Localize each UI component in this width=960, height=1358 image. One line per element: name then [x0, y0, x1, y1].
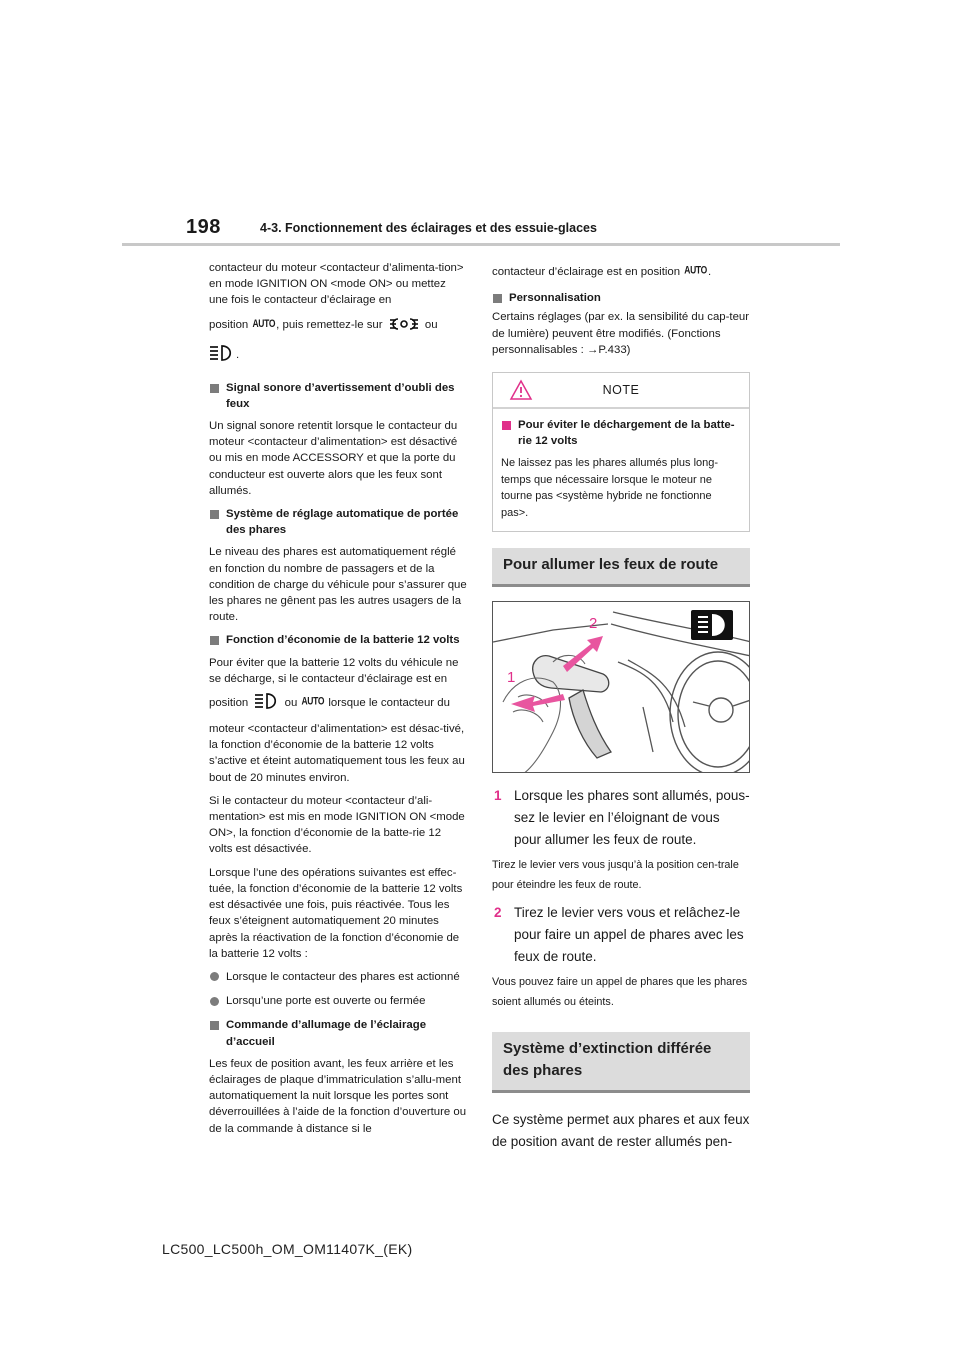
- step-2: [492, 902, 750, 968]
- right-column: [492, 262, 750, 1160]
- list-item: Lorsque le contacteur des phares est actionné: [209, 969, 467, 985]
- paragraph-welcome-lighting: Les feux de position avant, les feux arrière et les éclairages de plaque d’immatriculation s’allu-ment automatiquement la nuit lorsque les portes sont déverrouillées à l’aide de la fonction d’ouverture ou de la commande à distance si le: [209, 1057, 467, 1135]
- text-span: lorsque le contacteur du: [328, 697, 450, 710]
- paragraph-battery-saver-a: Pour éviter que la batterie 12 volts du véhicule ne se décharge, si le contacteur d’éclairage est en: [209, 656, 459, 685]
- step-text: Tirez le levier vers vous et relâchez-le pour faire un appel de phares avec les feux de route.: [514, 905, 744, 965]
- footer-document-code: LC500_LC500h_OM_OM11407K_(EK): [162, 1241, 413, 1257]
- text-span: contacteur d’éclairage est en position: [492, 266, 681, 278]
- auto-icon: AUTO: [301, 694, 325, 708]
- heading-auto-leveling: Système de réglage automatique de portée des phares: [209, 506, 467, 538]
- left-column: [209, 260, 467, 1144]
- heading-battery-saver: Fonction d’économie de la batterie 12 volts: [209, 632, 467, 648]
- auto-icon: AUTO: [684, 263, 707, 277]
- step-number: 2: [494, 905, 502, 921]
- left-paragraph-0a: contacteur du moteur <contacteur d’alimenta-tion> en mode IGNITION ON <mode ON> ou mettez une fois le contacteur d’éclairage en: [209, 262, 464, 307]
- left-paragraph-0c: [209, 342, 467, 371]
- paragraph-auto-leveling: Le niveau des phares est automatiquement réglé en fonction du nombre de passagers et de la condition de charge du véhicule pour s’assurer que les phares ne gênent pas les autres usagers de la route.: [209, 546, 467, 624]
- headlight-icon: [209, 345, 233, 371]
- list-item: Lorsqu’une porte est ouverte ou fermée: [209, 993, 467, 1009]
- heading-welcome-lighting: Commande d’allumage de l’éclairage d’accueil: [209, 1017, 467, 1049]
- text-span: position: [209, 697, 249, 710]
- text-span: position: [209, 318, 249, 331]
- text-span: , puis remettez-le sur: [276, 318, 383, 331]
- note-title: NOTE: [602, 382, 640, 397]
- note-text: Ne laissez pas les phares allumés plus long-temps que nécessaire lorsque le moteur ne tourne pas <système hybride ne fonctionne pas>.: [501, 457, 719, 519]
- text-span: ou: [284, 697, 298, 710]
- step-1-note: Tirez le levier vers vous jusqu’à la position cen-trale pour éteindre les feux de route.: [492, 859, 739, 892]
- step-number: 1: [494, 788, 502, 804]
- tail-light-icon: [389, 316, 419, 340]
- section-heading-high-beam: Pour allumer les feux de route: [492, 548, 750, 587]
- header-rule: [122, 243, 840, 246]
- right-paragraph-0: [492, 262, 750, 280]
- paragraph-battery-saver-reset: Lorsque l’une des opérations suivantes est effec-tuée, la fonction d’économie de la batterie 12 volts est désactivée une fois, puis réactivée. Tous les feux s’éteignent automatiquement 20 minutes après la réactivation de la fonction d’économie de la batterie 12 volts :: [209, 866, 463, 960]
- heading-forgotten-lights: Signal sonore d’avertissement d’oubli des feux: [209, 380, 467, 412]
- warning-triangle-icon: [509, 379, 533, 406]
- paragraph-forgotten-lights: Un signal sonore retentit lorsque le contacteur du moteur <contacteur d’alimentation> est désactivé ou mis en mode ACCESSORY et que la porte du conducteur est ouverte alors que les feux sont allumés.: [209, 420, 458, 497]
- page-number: 198: [186, 216, 221, 238]
- left-paragraph-0b: [209, 311, 467, 340]
- paragraph-delayed-off: Ce système permet aux phares et aux feux de position avant de rester allumés pen-: [492, 1112, 750, 1150]
- paragraph-battery-saver-c: moteur <contacteur d’alimentation> est désac-tivé, la fonction d’économie de la batterie 12 volts s’active et éteint automatiquement tous les feux au bout de 20 minutes environ.: [209, 723, 465, 784]
- note-box: [492, 372, 750, 532]
- section-title: 4-3. Fonctionnement des éclairages et des essuie-glaces: [260, 221, 597, 235]
- step-2-note: Vous pouvez faire un appel de phares que les phares soient allumés ou éteints.: [492, 976, 748, 1009]
- text-span: .: [707, 266, 712, 278]
- auto-icon: AUTO: [252, 316, 276, 329]
- paragraph-battery-saver-off: Si le contacteur du moteur <contacteur d’ali-mentation> est mis en mode IGNITION ON <mode ON>, la fonction d’économie de la batte-rie 12 volts est désactivée.: [209, 794, 465, 856]
- step-text: Lorsque les phares sont allumés, pous-sez le levier en l’éloignant de vous pour allumer les feux de route.: [514, 788, 750, 848]
- paragraph-customization: Certains réglages (par ex. la sensibilité du cap-teur de lumière) peuvent être modifiés. (Fonctions personnalisables : →P.433): [492, 311, 750, 356]
- section-heading-delayed-off: Système d’extinction différée des phares: [492, 1032, 750, 1093]
- paragraph-battery-saver-b: [209, 689, 467, 719]
- figure-lever-illustration: [492, 601, 750, 773]
- heading-customization: Personnalisation: [492, 290, 750, 306]
- step-1: [492, 785, 750, 851]
- text-span: ou: [424, 318, 438, 331]
- headlight-icon: [254, 693, 278, 719]
- note-divider: [493, 407, 749, 409]
- figure-label-1: 1: [507, 669, 516, 687]
- note-header: [501, 373, 741, 407]
- text-span: .: [236, 348, 240, 361]
- note-heading: Pour éviter le déchargement de la batte-rie 12 volts: [501, 417, 741, 449]
- figure-label-2: 2: [589, 615, 598, 633]
